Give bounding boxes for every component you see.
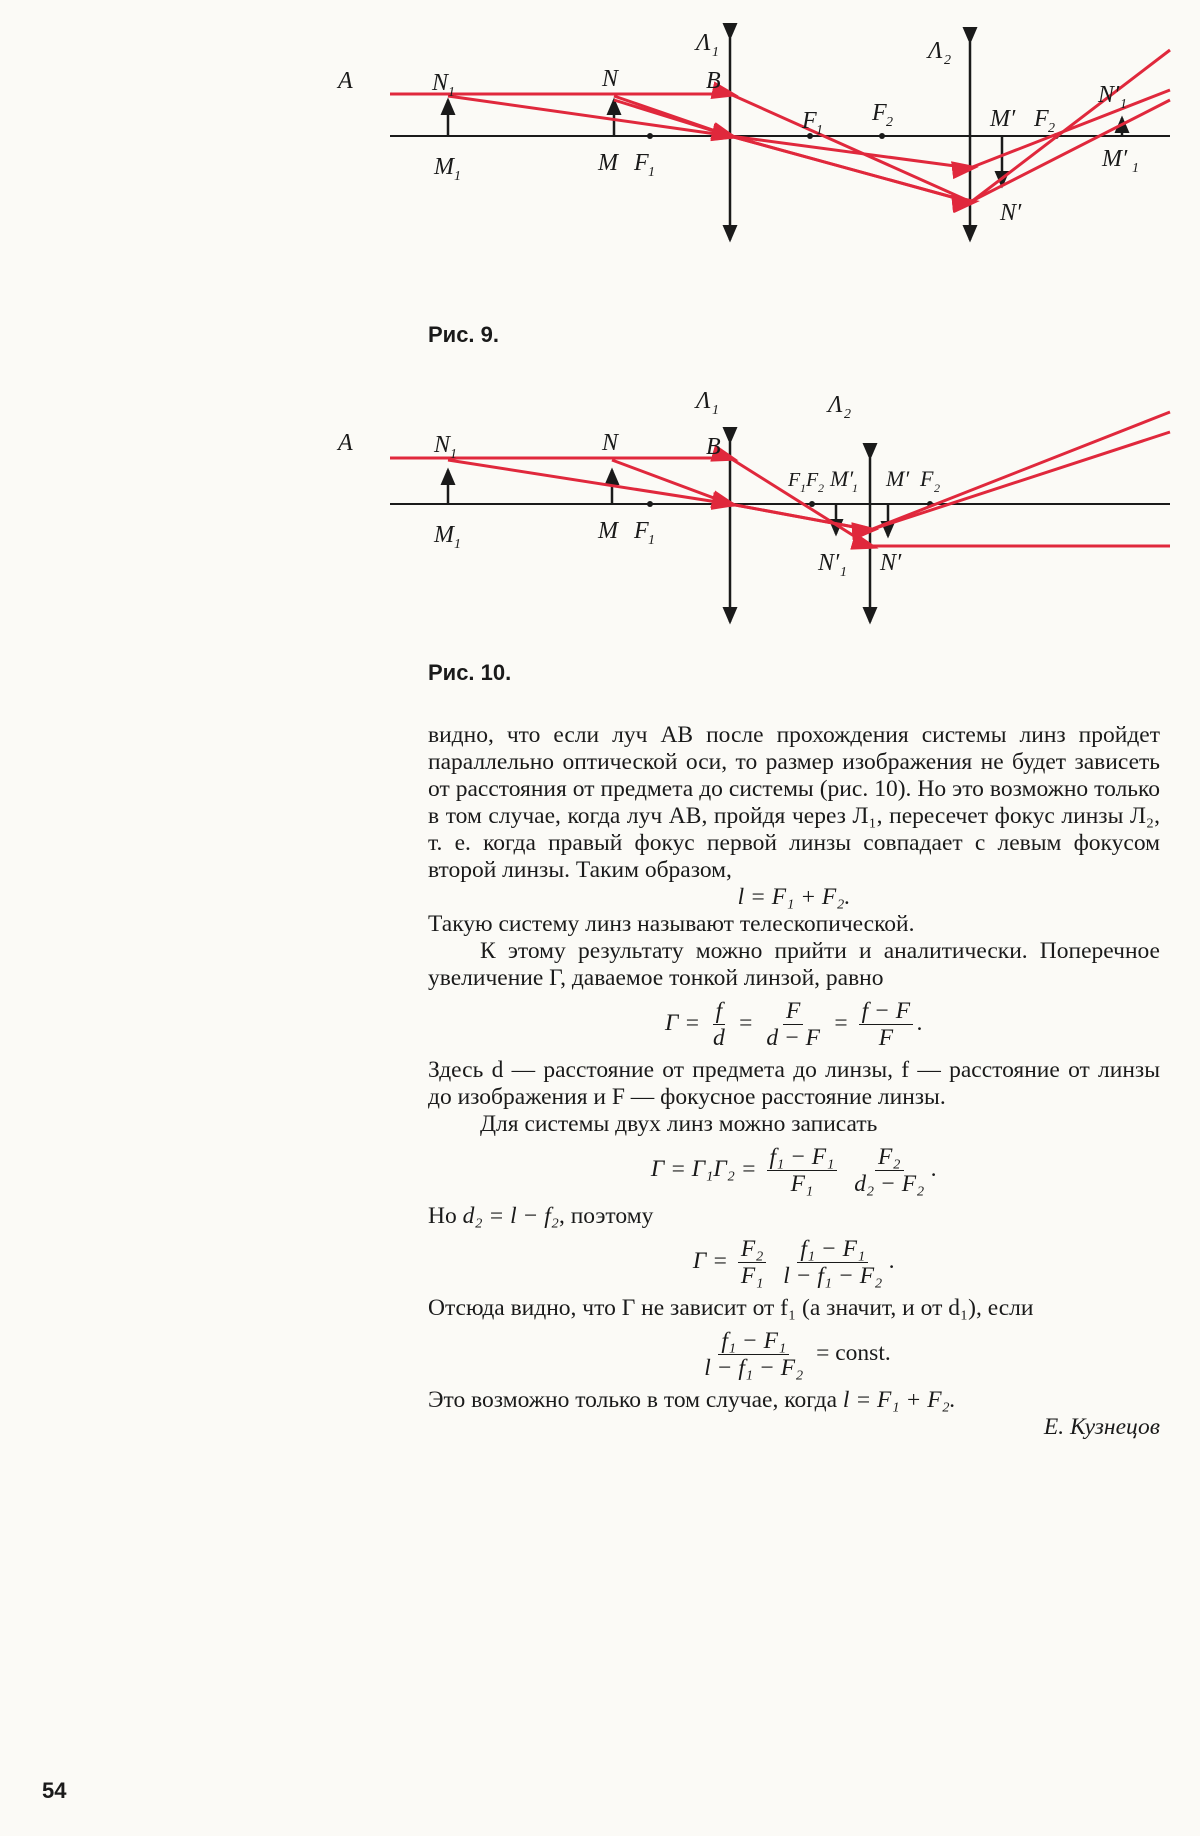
figure-10 [338, 388, 1170, 642]
label-F2-right: F [1034, 106, 1049, 132]
f1-eq3: = [832, 1009, 849, 1036]
label-M1: M [434, 154, 454, 180]
label-F2-right-sub: 2 [934, 481, 940, 495]
f1-frac-2: $\frac{F}{d - F}$ [766, 998, 821, 1051]
figure-10-diagram [338, 388, 1170, 642]
body-text [428, 722, 1160, 1441]
figure-9-caption: Рис. 9. [428, 322, 500, 347]
label-L2-sub: 2 [944, 53, 951, 68]
label-F1-left: F [634, 150, 649, 176]
label-F1F2-b: F [806, 469, 819, 491]
label-M1: M [434, 522, 454, 548]
formula-substituted [428, 1236, 1160, 1289]
label-N1p-sub: 1 [840, 565, 847, 580]
f1-eq2: = [737, 1009, 754, 1036]
label-N1p: N′ [1098, 82, 1120, 108]
f3-end: . [889, 1247, 896, 1274]
figure-9 [338, 30, 1170, 300]
label-A: A [338, 68, 353, 94]
f1-end: . [917, 1009, 924, 1036]
label-Np: N′ [880, 550, 902, 576]
label-F1-right-sub: 1 [816, 123, 823, 138]
label-B: B [706, 434, 721, 460]
page-number: 54 [42, 1778, 67, 1803]
figure-10-caption: Рис. 10. [428, 660, 512, 685]
label-N1p-sub: 1 [1120, 97, 1127, 112]
f2-frac-2: $\frac{\text{F₂}}{\text{d₂ − F₂}}$ [854, 1144, 925, 1197]
f3-frac-2: $\frac{\text{f₁ − F₁}}{\text{l − f₁ − F₂}}$ [783, 1236, 883, 1289]
label-A: A [338, 430, 353, 456]
focus-f2-left [879, 133, 885, 139]
label-L1: Λ [696, 30, 711, 56]
f1-frac-1: $\frac{f}{d}$ [712, 998, 725, 1051]
label-N: N [602, 430, 619, 456]
label-F2-right: F [920, 466, 934, 491]
f3-lhs: Г = [692, 1247, 728, 1274]
label-L2-sub: 2 [844, 407, 851, 422]
label-N1-sub: 1 [448, 85, 455, 100]
label-M1p-sub: 1 [1132, 161, 1139, 176]
focus-f1-left [647, 501, 653, 507]
label-L1-sub: 1 [712, 403, 719, 418]
formula-l: l = F₁ + F₂. [737, 884, 851, 910]
label-F2-right-sub: 2 [1048, 121, 1055, 136]
formula-magnification [428, 998, 1160, 1051]
formula-system [428, 1144, 1160, 1197]
label-F1-right: F [802, 108, 817, 134]
label-N1-sub: 1 [450, 447, 457, 462]
label-F1-left-sub: 1 [648, 165, 655, 180]
label-F1-left-sub: 1 [648, 533, 655, 548]
f3-frac-1: $\frac{\text{F₂}}{\text{F₁}}$ [738, 1236, 767, 1289]
label-N: N [602, 66, 619, 92]
f1-lhs: Г = [664, 1009, 701, 1036]
rays-fig10 [390, 412, 1170, 546]
label-M1-sub: 1 [454, 169, 461, 184]
paragraph-6: Но d₂ = l − f₂, поэтому [428, 1203, 654, 1229]
label-M1p: M′ [830, 466, 854, 491]
label-M: M [598, 518, 618, 544]
label-N1: N [434, 432, 451, 458]
f1-frac-3: $\frac{f - F}{F}$ [859, 998, 914, 1051]
formula-const [428, 1328, 1160, 1381]
label-F1F2-sub2: 2 [818, 481, 824, 495]
paragraph-4: Здесь d — расстояние от предмета до линзы, f — расстояние от линзы до изображения и F — фокусное расстояние линзы. [428, 1057, 1160, 1110]
label-Mp: M′ [990, 106, 1016, 132]
f2-lhs: Г = Г₁Г₂ = [650, 1155, 757, 1182]
ray-n1 [448, 96, 970, 202]
label-M1p: M′ [1102, 146, 1128, 172]
label-M1p-sub: 1 [852, 481, 858, 495]
paragraph-2: Такую систему линз называют телескопической. [428, 911, 915, 937]
figure-9-diagram [338, 30, 1170, 300]
label-N1: N [432, 70, 449, 96]
label-L1-sub: 1 [712, 45, 719, 60]
paragraph-7: Отсюда видно, что Г не зависит от f₁ (а значит, и от d₁), если [428, 1295, 1034, 1321]
label-L2: Λ [928, 38, 943, 64]
author: Е. Кузнецов [1043, 1414, 1160, 1440]
label-L1: Λ [696, 388, 711, 414]
paragraph-1: видно, что если луч AB после прохождения системы линз пройдет параллельно оптической оси, то размер изображения не будет зависеть от расстояния от предмета до системы (рис. 10). Но это возможно только в том случае, когда луч AB, пройдя через Л₁, пересечет фокус линзы Л₂, т. е. когда правый фокус первой линзы совпадает с левым фокусом второй линзы. Таким образом, [428, 722, 1160, 883]
label-N1p: N′ [818, 550, 840, 576]
label-Np: N′ [1000, 200, 1022, 226]
f2-frac-1: $\frac{\text{f₁ − F₁}}{\text{F₁}}$ [767, 1144, 838, 1197]
label-L2: Λ [828, 392, 843, 418]
label-F1F2-sub1: 1 [800, 481, 806, 495]
label-B: B [706, 68, 721, 94]
paragraph-5: Для системы двух линз можно записать [480, 1111, 878, 1137]
label-M1-sub: 1 [454, 537, 461, 552]
paragraph-3: К этому результату можно прийти и аналитически. Поперечное увеличение Г, даваемое тонкой линзой, равно [428, 938, 1160, 991]
focus-f1f2 [809, 501, 815, 507]
label-F2-left: F [872, 100, 887, 126]
f4-frac: $\frac{\text{f₁ − F₁}}{\text{l − f₁ − F₂}}$ [704, 1328, 804, 1381]
label-M: M [598, 150, 618, 176]
f2-end: . [931, 1155, 938, 1182]
focus-f1-left [647, 133, 653, 139]
paragraph-8: Это возможно только в том случае, когда l = F₁ + F₂. [428, 1387, 956, 1413]
label-Mp: M′ [886, 466, 910, 491]
label-F1F2-a: F [788, 469, 801, 491]
label-F1-left: F [634, 518, 649, 544]
f4-rhs: = const. [816, 1339, 891, 1366]
label-F2-left-sub: 2 [886, 115, 893, 130]
